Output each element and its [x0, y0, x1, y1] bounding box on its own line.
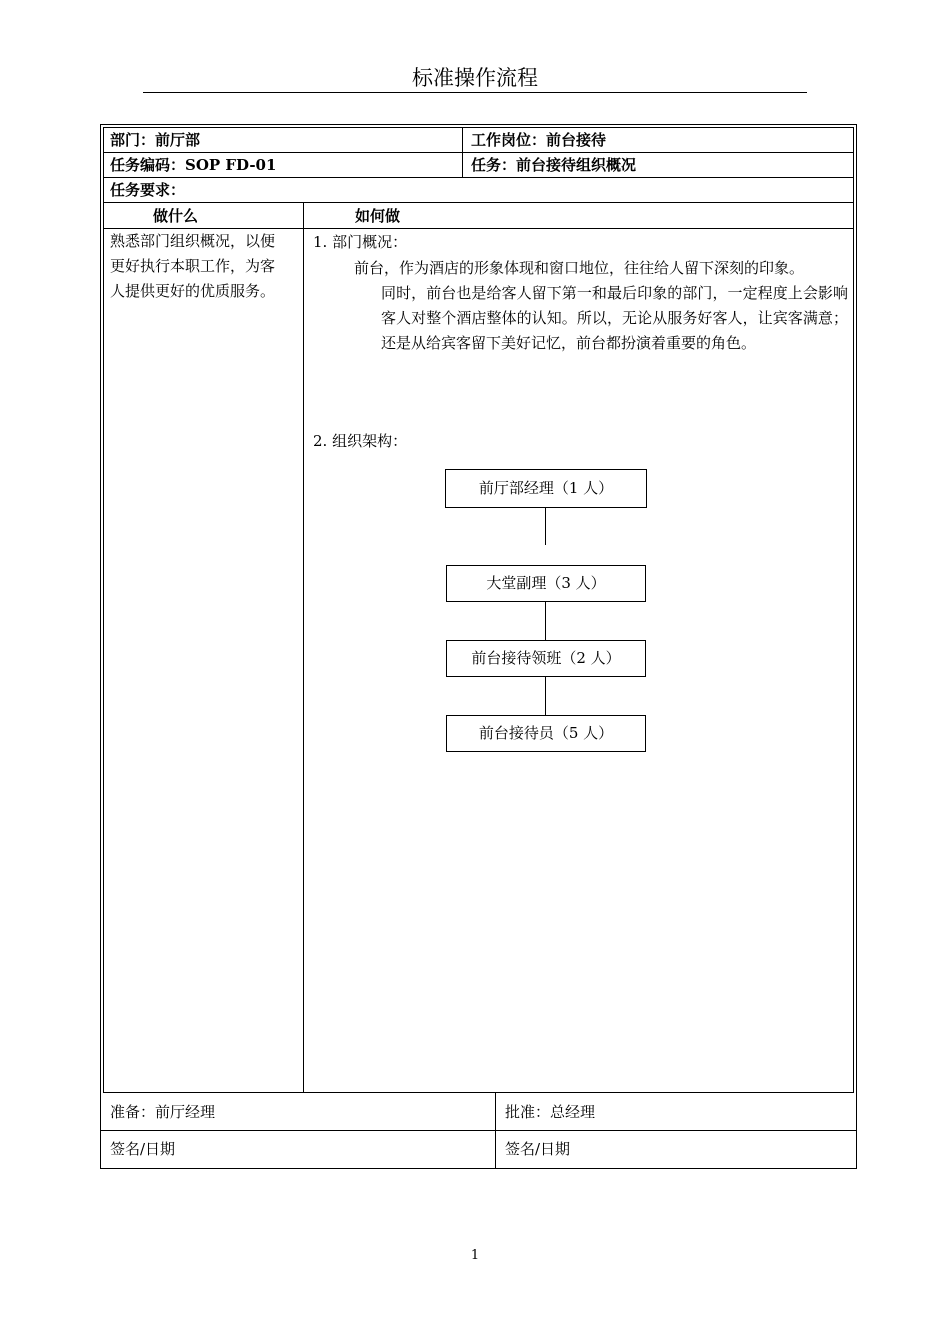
position-cell: 工作岗位：前台接待 [471, 131, 607, 149]
what-text-line: 人提供更好的优质服务。 [110, 282, 276, 300]
title-rule [143, 92, 807, 93]
org-node-receptionist: 前台接待员（5 人） [446, 715, 646, 752]
row-divider [103, 177, 854, 178]
column-header-how: 如何做 [355, 207, 401, 225]
what-text-line: 熟悉部门组织概况，以便 [110, 232, 276, 250]
column-header-what: 做什么 [153, 207, 199, 225]
section1-first-line: 前台，作为酒店的形象体现和窗口地位，往往给人留下深刻的印象。 [354, 259, 805, 277]
org-node-front-office-manager: 前厅部经理（1 人） [445, 469, 647, 508]
org-connector [545, 508, 546, 545]
footer-divider [100, 1130, 857, 1131]
org-node-duty-manager: 大堂副理（3 人） [446, 565, 646, 602]
prepared-by: 准备：前厅经理 [110, 1103, 216, 1121]
org-connector [545, 677, 546, 715]
page-number: 1 [470, 1248, 480, 1263]
org-node-reception-supervisor: 前台接待领班（2 人） [446, 640, 646, 677]
approved-by: 批准：总经理 [505, 1103, 596, 1121]
department-cell: 部门：前厅部 [110, 131, 201, 149]
org-connector [545, 602, 546, 640]
column-divider [462, 127, 463, 177]
footer-column-divider [495, 1093, 496, 1168]
section1-paragraph [354, 256, 848, 356]
sign-date-left: 签名/日期 [110, 1140, 176, 1158]
sign-date-right: 签名/日期 [505, 1140, 571, 1158]
section1-body: 同时，前台也是给客人留下第一和最后印象的部门，一定程度上会影响客人对整个酒店整体的认知。所以，无论从服务好客人，让宾客满意；还是从给宾客留下美好记忆，前台都扮演着重要的角色。 [381, 284, 848, 352]
requirements-label: 任务要求： [110, 181, 186, 199]
what-text [110, 229, 300, 304]
page-title: 标准操作流程 [412, 66, 538, 90]
section2-heading: 2. 组织架构： [313, 432, 408, 450]
task-code-cell: 任务编码：SOP FD-01 [110, 156, 277, 174]
row-divider [103, 202, 854, 203]
section1-heading: 1. 部门概况： [313, 233, 408, 251]
task-cell: 任务：前台接待组织概况 [471, 156, 637, 174]
column-divider [303, 202, 304, 1093]
what-text-line: 更好执行本职工作，为客 [110, 257, 276, 275]
